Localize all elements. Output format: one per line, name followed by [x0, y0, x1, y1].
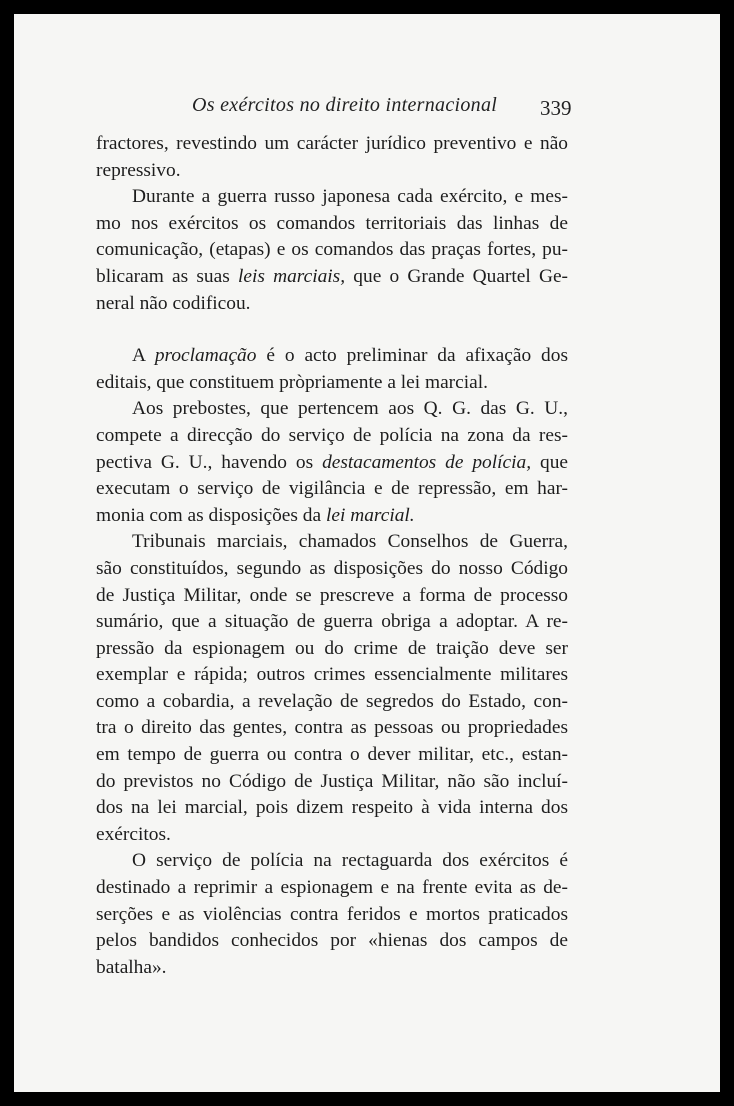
page-number: 339	[540, 96, 572, 120]
text-line: comunicação, (etapas) e os comandos das praças fortes, pu-	[96, 239, 568, 261]
text-line: Durante a guerra russo japonesa cada exército, e mes-	[132, 186, 568, 208]
text-segment: que	[540, 451, 568, 473]
italic-term: proclamação	[154, 345, 257, 367]
text-line: repressivo.	[96, 159, 181, 181]
text-line: batalha».	[96, 956, 167, 978]
text-line: exércitos.	[96, 823, 171, 845]
text-line: sumário, que a situação de guerra obriga a adoptar. A re-	[96, 611, 568, 633]
book-page	[14, 14, 720, 1092]
text-line: neral não codificou.	[96, 292, 251, 314]
text-segment: A	[132, 345, 145, 367]
text-line	[96, 264, 568, 291]
text-line	[96, 343, 568, 370]
text-line: destinado a reprimir a espionagem e na frente evita as de-	[96, 877, 568, 899]
text-line: serções e as violências contra feridos e mortos praticados	[96, 903, 568, 925]
text-segment: que o Grande Quartel Ge-	[353, 265, 569, 287]
text-line	[96, 503, 568, 530]
italic-term: destacamentos de polícia,	[322, 451, 532, 473]
text-line: tra o direito das gentes, contra as pessoas ou propriedades	[96, 717, 568, 739]
text-line: são constituídos, segundo as disposições do nosso Código	[96, 557, 568, 579]
paragraph-5	[96, 529, 568, 848]
text-segment: monia com as disposições da	[96, 504, 322, 526]
paragraph-3	[96, 343, 568, 396]
paragraph-2	[96, 184, 568, 317]
text-line: compete a direcção do serviço de polícia na zona da res-	[96, 424, 568, 446]
text-line: executam o serviço de vigilância e de repressão, em har-	[96, 478, 568, 500]
text-line: em tempo de guerra ou contra o dever militar, etc., estan-	[96, 744, 568, 766]
paragraph-1	[96, 131, 568, 184]
text-line: Tribunais marciais, chamados Conselhos de Guerra,	[132, 531, 568, 553]
text-line: do previstos no Código de Justiça Militar, não são incluí-	[96, 770, 568, 792]
text-line: pressão da espionagem ou do crime de traição deve ser	[96, 637, 568, 659]
page-body	[96, 131, 568, 981]
text-line: fractores, revestindo um carácter jurídico preventivo e não	[96, 133, 568, 154]
text-segment: blicaram as suas	[96, 265, 230, 287]
paragraph-4	[96, 396, 568, 529]
text-line	[96, 450, 568, 477]
text-line: de Justiça Militar, onde se prescreve a forma de processo	[96, 584, 568, 606]
text-segment: pectiva G. U., havendo os	[96, 451, 314, 473]
italic-term: lei marcial.	[325, 504, 415, 526]
text-line: Aos prebostes, que pertencem aos Q. G. das G. U.,	[132, 398, 568, 420]
text-line: editais, que constituem pròpriamente a lei marcial.	[96, 371, 488, 393]
text-line: mo nos exércitos os comandos territoriais das linhas de	[96, 212, 568, 234]
text-line: como a cobardia, a revelação de segredos do Estado, con-	[96, 690, 568, 712]
text-line: O serviço de polícia na rectaguarda dos exércitos é	[132, 850, 568, 872]
text-line: exemplar e rápida; outros crimes essencialmente militares	[96, 664, 568, 686]
text-line: pelos bandidos conhecidos por «hienas dos campos de	[96, 930, 568, 952]
running-title: Os exércitos no direito internacional	[192, 94, 498, 116]
text-line: dos na lei marcial, pois dizem respeito à vida interna dos	[96, 797, 568, 819]
paragraph-6	[96, 848, 568, 981]
text-segment: é o acto preliminar da afixação dos	[266, 345, 568, 367]
italic-term: leis marciais,	[237, 265, 346, 287]
page-header	[14, 94, 720, 124]
